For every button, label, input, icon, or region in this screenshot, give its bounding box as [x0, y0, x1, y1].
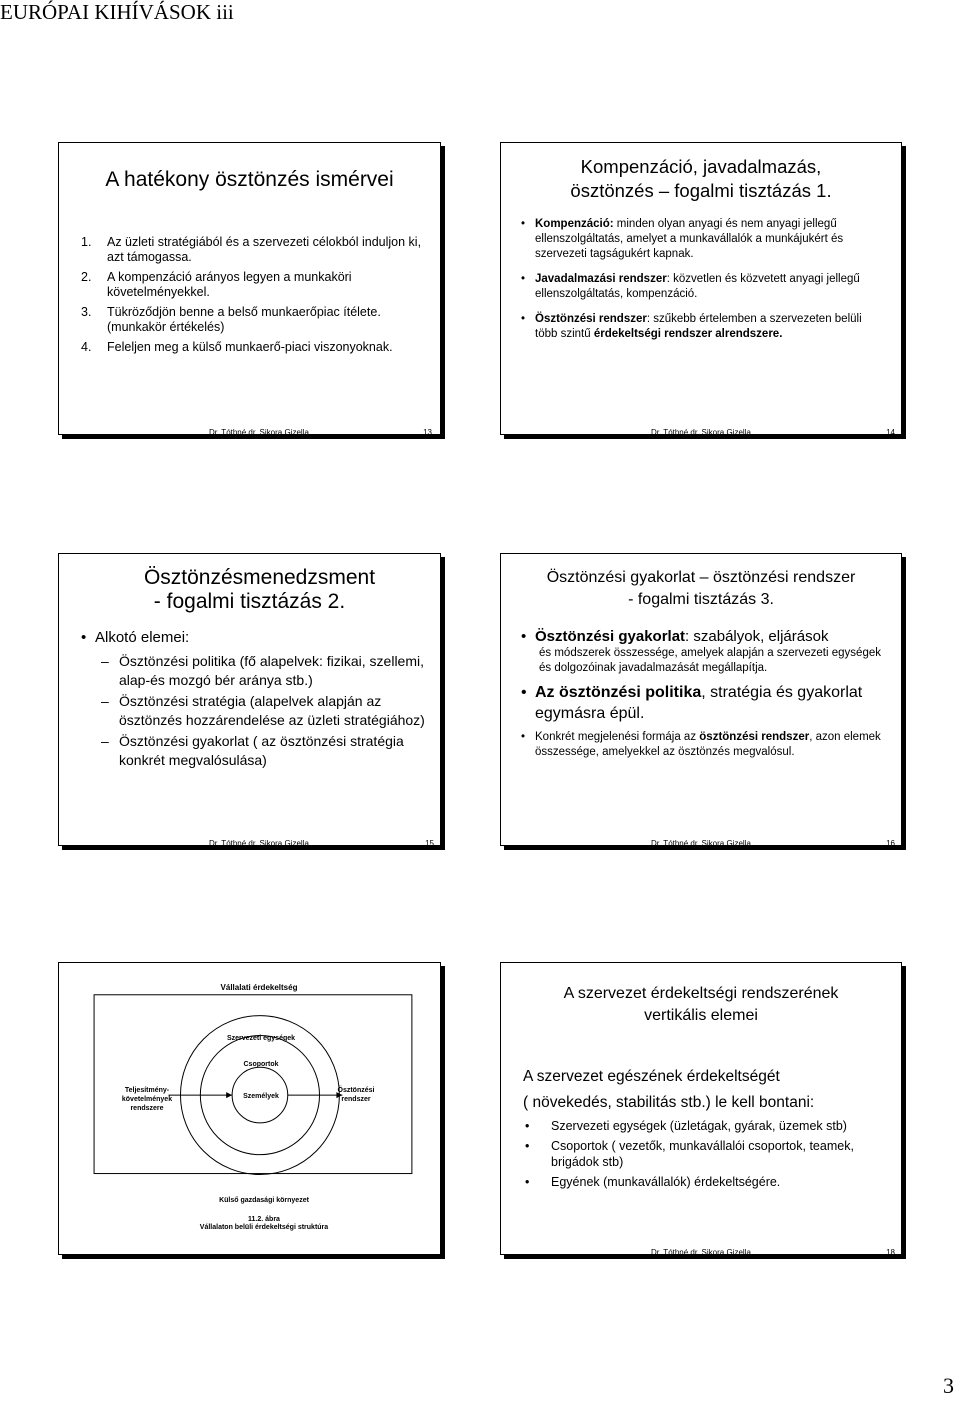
- intro-text: A szervezet egészének érdekeltségét ( növekedés, stabilitás stb.) le kell bontani:: [523, 1068, 815, 1111]
- figure-number: 11.2. ábra: [248, 1216, 280, 1223]
- list-item: 4. Feleljen meg a külső munkaerő-piaci viszonyoknak.: [81, 340, 393, 354]
- slide-17: [58, 962, 441, 1255]
- slide-15: [58, 553, 441, 846]
- page-number: 3: [943, 1373, 954, 1398]
- list-item: 3. Tükröződjön benne a belső munkaerőpiac ítélete. (munkakör értékelés): [81, 305, 381, 334]
- slide-title: A hatékony ösztönzés ismérvei: [105, 168, 394, 191]
- slide-number: 13: [423, 428, 432, 437]
- groups-label: Csoportok: [243, 1061, 279, 1068]
- external-environment-label: Külső gazdasági környezet: [219, 1197, 309, 1204]
- author: Dr. Tóthné dr. Sikora Gizella: [651, 839, 751, 848]
- list-item: • Szervezeti egységek (üzletágak, gyárak, üzemek stb): [523, 1118, 891, 1134]
- figure-caption: Vállalaton belüli érdekeltségi struktúra: [199, 1224, 329, 1231]
- policy-bullet: • Az ösztönzési politika, stratégia és gyakorlat egymásra épül.: [519, 682, 887, 724]
- list-item: • Csoportok ( vezetők, munkavállalói csoportok, teamek, brigádok stb): [523, 1138, 891, 1170]
- definition-remuneration: • Javadalmazási rendszer: közvetlen és közvetett anyagi jellegű ellenszolgáltatás, kompenzáció.: [519, 272, 887, 302]
- company-interest-label: Vállalati érdekeltség: [220, 983, 298, 992]
- definition-incentive: • Ösztönzési rendszer: szűkebb értelemben a szervezeten belüli több szintű érdekeltségi rendszer alrendszere.: [519, 312, 887, 342]
- slide-number: 18: [886, 1248, 895, 1257]
- author: Dr. Tóthné dr. Sikora Gizella: [651, 1248, 751, 1257]
- criteria-list: [81, 235, 426, 360]
- slide-18: [500, 962, 902, 1255]
- component-item: – Ösztönzési politika (fő alapelvek: fizikai, szellemi, alap-és mozgó bér aránya stb.): [101, 652, 430, 690]
- practice-description: és módszerek összessége, amelyek alapján a szervezeti egységek és dolgozóinak javadalmazását megállapítja.: [539, 647, 881, 674]
- list-item: • Egyének (munkavállalók) érdekeltségére.: [523, 1174, 891, 1190]
- slide-16: [500, 553, 902, 846]
- slide-number: 14: [886, 428, 895, 437]
- components-bullet: • Alkotó elemei:: [79, 628, 430, 648]
- slide-14: [500, 142, 902, 435]
- author: Dr. Tóthné dr. Sikora Gizella: [209, 839, 309, 848]
- org-units-label: Szervezeti egységek: [226, 1035, 296, 1042]
- system-bullet: • Konkrét megjelenési formája az ösztönzési rendszer, azon elemek összessége, amelyekkel az ösztönzés megvalósul.: [519, 730, 887, 760]
- persons-label: Személyek: [243, 1093, 279, 1100]
- component-item: – Ösztönzési gyakorlat ( az ösztönzési stratégia konkrét megvalósulása): [101, 732, 430, 770]
- component-item: – Ösztönzési stratégia (alapelvek alapján az ösztönzés hozzárendelése az üzleti stratégiához): [101, 692, 430, 730]
- slide-title: Kompenzáció, javadalmazás, ösztönzés – fogalmi tisztázás 1.: [570, 156, 832, 201]
- author: Dr. Tóthné dr. Sikora Gizella: [209, 428, 309, 437]
- interest-structure-diagram: [59, 963, 440, 1254]
- slide-number: 15: [425, 839, 434, 848]
- definition-compensation: • Kompenzáció: minden olyan anyagi és nem anyagi jellegű ellenszolgáltatás, amelyet a munkavállalók a munkájukért és szervezeti tagságukért kapnak.: [519, 217, 887, 262]
- slide-title: Ösztönzésmenedzsment - fogalmi tisztázás 2.: [143, 566, 376, 613]
- slide-13: [58, 142, 441, 435]
- list-item: 2. A kompenzáció arányos legyen a munkaköri követelményekkel.: [81, 270, 352, 299]
- performance-requirements-label: Teljesítmény-követelmények rendszere: [121, 1087, 173, 1112]
- slide-title: A szervezet érdekeltségi rendszerének vertikális elemei: [563, 985, 839, 1024]
- incentive-system-label: Ösztönzési rendszer: [337, 1087, 375, 1103]
- slide-title: Ösztönzési gyakorlat – ösztönzési rendszer - fogalmi tisztázás 3.: [546, 569, 856, 608]
- company-interest-box: [94, 995, 412, 1174]
- author: Dr. Tóthné dr. Sikora Gizella: [651, 428, 751, 437]
- document-header: EURÓPAI KIHÍVÁSOK iii: [0, 0, 234, 24]
- practice-bullet: • Ösztönzési gyakorlat: szabályok, eljárások: [519, 627, 887, 646]
- list-item: 1. Az üzleti stratégiából és a szervezeti célokból induljon ki, azt támogassa.: [81, 235, 422, 264]
- slide-number: 16: [886, 839, 895, 848]
